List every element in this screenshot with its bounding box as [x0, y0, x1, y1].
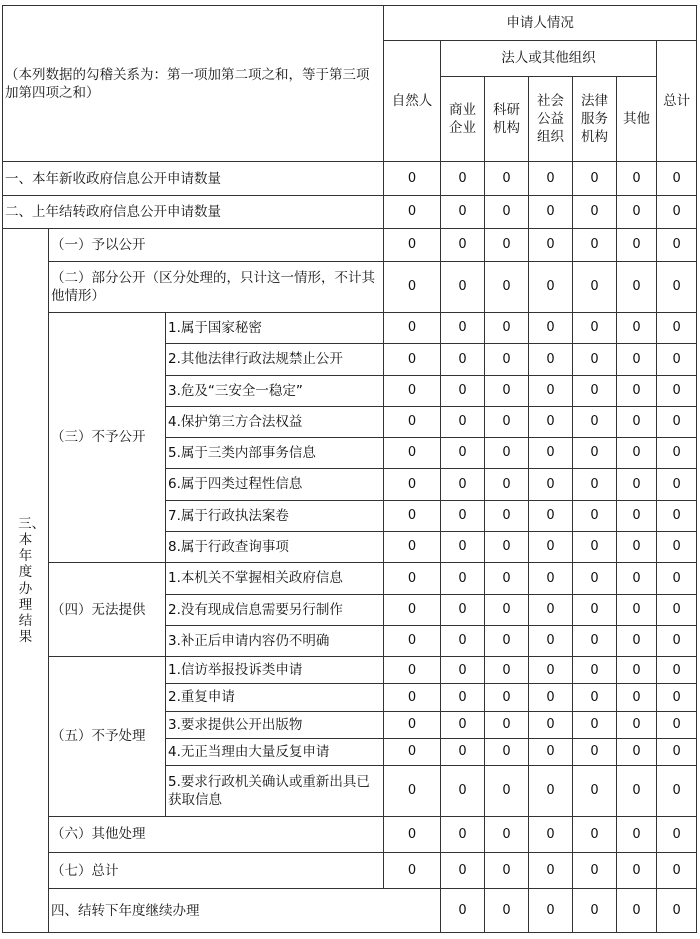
cell-value: 0 [384, 469, 441, 500]
row-label: 二、上年结转政府信息公开申请数量 [3, 195, 384, 228]
row-label: 8.属于行政查询事项 [166, 531, 384, 562]
cell-value: 0 [441, 563, 485, 594]
group-label: （三）不予公开 [49, 312, 166, 562]
cell-value: 0 [657, 531, 697, 562]
cell-value: 0 [573, 344, 617, 375]
total-header: 总计 [657, 41, 697, 162]
cell-value: 0 [384, 229, 441, 262]
cell-value: 0 [573, 684, 617, 711]
cell-value: 0 [384, 816, 441, 852]
cell-value: 0 [384, 711, 441, 738]
row-label: 5.属于三类内部事务信息 [166, 438, 384, 469]
cell-value: 0 [617, 162, 657, 195]
cell-value: 0 [617, 375, 657, 406]
cell-value: 0 [441, 711, 485, 738]
cell-value: 0 [617, 684, 657, 711]
cell-value: 0 [441, 738, 485, 765]
cell-value: 0 [441, 262, 485, 312]
table-row [3, 312, 697, 343]
cell-value: 0 [485, 766, 529, 816]
cell-value: 0 [573, 406, 617, 437]
cell-value: 0 [529, 438, 573, 469]
cell-value: 0 [573, 853, 617, 889]
cell-value: 0 [573, 312, 617, 343]
info-disclosure-table [2, 5, 697, 933]
cell-value: 0 [529, 375, 573, 406]
row-label: 1.属于国家秘密 [166, 312, 384, 343]
cell-value: 0 [485, 344, 529, 375]
cell-value: 0 [617, 625, 657, 656]
group-label: （五）不予处理 [49, 657, 166, 816]
cell-value: 0 [617, 312, 657, 343]
cell-value: 0 [617, 344, 657, 375]
cell-value: 0 [529, 531, 573, 562]
cell-value: 0 [617, 889, 657, 933]
cell-value: 0 [573, 500, 617, 531]
row-label: 4.保护第三方合法权益 [166, 406, 384, 437]
cell-value: 0 [657, 738, 697, 765]
cell-value: 0 [485, 162, 529, 195]
row-label: （六）其他处理 [49, 816, 384, 852]
row-label: （二）部分公开（区分处理的，只计这一情形，不计其他情形） [49, 262, 384, 312]
row-label: 一、本年新收政府信息公开申请数量 [3, 162, 384, 195]
cell-value: 0 [441, 344, 485, 375]
cell-value: 0 [529, 500, 573, 531]
cell-value: 0 [529, 469, 573, 500]
cell-value: 0 [617, 531, 657, 562]
cell-value: 0 [485, 711, 529, 738]
cell-value: 0 [657, 469, 697, 500]
row-label: 4.无正当理由大量反复申请 [166, 738, 384, 765]
legal-service-header: 法律服务机构 [573, 76, 617, 162]
cell-value: 0 [529, 625, 573, 656]
cell-value: 0 [573, 375, 617, 406]
row-label: 3.补正后申请内容仍不明确 [166, 625, 384, 656]
group-label: （四）无法提供 [49, 563, 166, 657]
cell-value: 0 [485, 229, 529, 262]
cell-value: 0 [617, 594, 657, 625]
cell-value: 0 [441, 469, 485, 500]
cell-value: 0 [657, 853, 697, 889]
cell-value: 0 [441, 531, 485, 562]
row-label: 1.信访举报投诉类申请 [166, 657, 384, 684]
row-label: 四、结转下年度继续办理 [49, 889, 441, 933]
cell-value: 0 [384, 262, 441, 312]
cell-value: 0 [485, 738, 529, 765]
cell-value: 0 [573, 195, 617, 228]
cell-value: 0 [529, 853, 573, 889]
cell-value: 0 [657, 625, 697, 656]
cell-value: 0 [529, 684, 573, 711]
cell-value: 0 [529, 766, 573, 816]
research-header: 科研机构 [485, 76, 529, 162]
cell-value: 0 [485, 594, 529, 625]
natural-person-header: 自然人 [384, 41, 441, 162]
cell-value: 0 [617, 469, 657, 500]
cell-value: 0 [617, 406, 657, 437]
cell-value: 0 [573, 625, 617, 656]
cell-value: 0 [441, 766, 485, 816]
cell-value: 0 [657, 657, 697, 684]
cell-value: 0 [657, 344, 697, 375]
cell-value: 0 [441, 625, 485, 656]
row-label: 2.其他法律行政法规禁止公开 [166, 344, 384, 375]
cell-value: 0 [485, 262, 529, 312]
cell-value: 0 [441, 853, 485, 889]
cell-value: 0 [529, 594, 573, 625]
cell-value: 0 [485, 375, 529, 406]
row-label: （一）予以公开 [49, 229, 384, 262]
cell-value: 0 [384, 563, 441, 594]
cell-value: 0 [384, 657, 441, 684]
cell-value: 0 [384, 375, 441, 406]
cell-value: 0 [529, 738, 573, 765]
cell-value: 0 [485, 312, 529, 343]
cell-value: 0 [617, 262, 657, 312]
cell-value: 0 [617, 657, 657, 684]
cell-value: 0 [441, 375, 485, 406]
cell-value: 0 [573, 469, 617, 500]
section3-label: 三、本年度办理结果 [3, 229, 49, 933]
applicant-situation-header: 申请人情况 [384, 6, 697, 41]
cell-value: 0 [529, 816, 573, 852]
table-row [3, 563, 697, 594]
cell-value: 0 [617, 816, 657, 852]
table-row [3, 816, 697, 852]
cell-value: 0 [573, 162, 617, 195]
table-note: （本列数据的勾稽关系为：第一项加第二项之和，等于第三项加第四项之和） [3, 6, 384, 162]
cell-value: 0 [384, 162, 441, 195]
cell-value: 0 [441, 594, 485, 625]
cell-value: 0 [485, 195, 529, 228]
cell-value: 0 [384, 312, 441, 343]
cell-value: 0 [573, 594, 617, 625]
cell-value: 0 [441, 229, 485, 262]
cell-value: 0 [485, 853, 529, 889]
cell-value: 0 [485, 625, 529, 656]
cell-value: 0 [441, 162, 485, 195]
cell-value: 0 [617, 229, 657, 262]
row-label: 6.属于四类过程性信息 [166, 469, 384, 500]
table-row [3, 162, 697, 195]
cell-value: 0 [657, 229, 697, 262]
cell-value: 0 [529, 162, 573, 195]
cell-value: 0 [384, 738, 441, 765]
cell-value: 0 [485, 889, 529, 933]
row-label: 7.属于行政执法案卷 [166, 500, 384, 531]
cell-value: 0 [384, 500, 441, 531]
cell-value: 0 [529, 195, 573, 228]
cell-value: 0 [485, 531, 529, 562]
cell-value: 0 [617, 766, 657, 816]
cell-value: 0 [657, 563, 697, 594]
cell-value: 0 [529, 406, 573, 437]
cell-value: 0 [617, 738, 657, 765]
cell-value: 0 [617, 853, 657, 889]
cell-value: 0 [573, 563, 617, 594]
table-row [3, 195, 697, 228]
cell-value: 0 [573, 889, 617, 933]
cell-value: 0 [657, 594, 697, 625]
row-label: 2.重复申请 [166, 684, 384, 711]
cell-value: 0 [441, 889, 485, 933]
table-row [3, 889, 697, 933]
cell-value: 0 [384, 625, 441, 656]
cell-value: 0 [573, 438, 617, 469]
cell-value: 0 [529, 711, 573, 738]
cell-value: 0 [573, 531, 617, 562]
cell-value: 0 [529, 889, 573, 933]
cell-value: 0 [485, 684, 529, 711]
cell-value: 0 [485, 563, 529, 594]
cell-value: 0 [617, 438, 657, 469]
cell-value: 0 [573, 816, 617, 852]
cell-value: 0 [657, 375, 697, 406]
cell-value: 0 [485, 657, 529, 684]
cell-value: 0 [617, 195, 657, 228]
cell-value: 0 [657, 262, 697, 312]
commercial-header: 商业企业 [441, 76, 485, 162]
cell-value: 0 [384, 438, 441, 469]
cell-value: 0 [384, 853, 441, 889]
row-label: 3.危及“三安全一稳定” [166, 375, 384, 406]
cell-value: 0 [573, 738, 617, 765]
cell-value: 0 [529, 563, 573, 594]
cell-value: 0 [485, 406, 529, 437]
cell-value: 0 [529, 657, 573, 684]
cell-value: 0 [384, 766, 441, 816]
cell-value: 0 [529, 262, 573, 312]
cell-value: 0 [485, 500, 529, 531]
cell-value: 0 [441, 312, 485, 343]
cell-value: 0 [617, 711, 657, 738]
row-label: （七）总计 [49, 853, 384, 889]
cell-value: 0 [573, 711, 617, 738]
cell-value: 0 [441, 500, 485, 531]
cell-value: 0 [441, 684, 485, 711]
cell-value: 0 [573, 229, 617, 262]
cell-value: 0 [573, 766, 617, 816]
cell-value: 0 [441, 406, 485, 437]
cell-value: 0 [657, 500, 697, 531]
other-header: 其他 [617, 76, 657, 162]
cell-value: 0 [617, 563, 657, 594]
row-label: 2.没有现成信息需要另行制作 [166, 594, 384, 625]
cell-value: 0 [441, 657, 485, 684]
cell-value: 0 [657, 312, 697, 343]
cell-value: 0 [657, 406, 697, 437]
legal-entity-group-header: 法人或其他组织 [441, 41, 657, 76]
cell-value: 0 [529, 312, 573, 343]
cell-value: 0 [657, 711, 697, 738]
table-row [3, 853, 697, 889]
cell-value: 0 [485, 816, 529, 852]
table-row [3, 657, 697, 684]
cell-value: 0 [617, 500, 657, 531]
cell-value: 0 [485, 469, 529, 500]
cell-value: 0 [441, 816, 485, 852]
cell-value: 0 [384, 195, 441, 228]
cell-value: 0 [657, 766, 697, 816]
cell-value: 0 [485, 438, 529, 469]
cell-value: 0 [441, 195, 485, 228]
cell-value: 0 [657, 438, 697, 469]
social-welfare-header: 社会公益组织 [529, 76, 573, 162]
row-label: 3.要求提供公开出版物 [166, 711, 384, 738]
cell-value: 0 [441, 438, 485, 469]
table-row [3, 229, 697, 262]
cell-value: 0 [657, 162, 697, 195]
cell-value: 0 [573, 262, 617, 312]
cell-value: 0 [657, 684, 697, 711]
cell-value: 0 [384, 531, 441, 562]
cell-value: 0 [529, 344, 573, 375]
cell-value: 0 [384, 406, 441, 437]
cell-value: 0 [657, 816, 697, 852]
cell-value: 0 [657, 195, 697, 228]
cell-value: 0 [384, 684, 441, 711]
cell-value: 0 [529, 229, 573, 262]
cell-value: 0 [384, 594, 441, 625]
row-label: 5.要求行政机关确认或重新出具已获取信息 [166, 766, 384, 816]
cell-value: 0 [573, 657, 617, 684]
cell-value: 0 [657, 889, 697, 933]
row-label: 1.本机关不掌握相关政府信息 [166, 563, 384, 594]
table-row [3, 262, 697, 312]
cell-value: 0 [384, 344, 441, 375]
